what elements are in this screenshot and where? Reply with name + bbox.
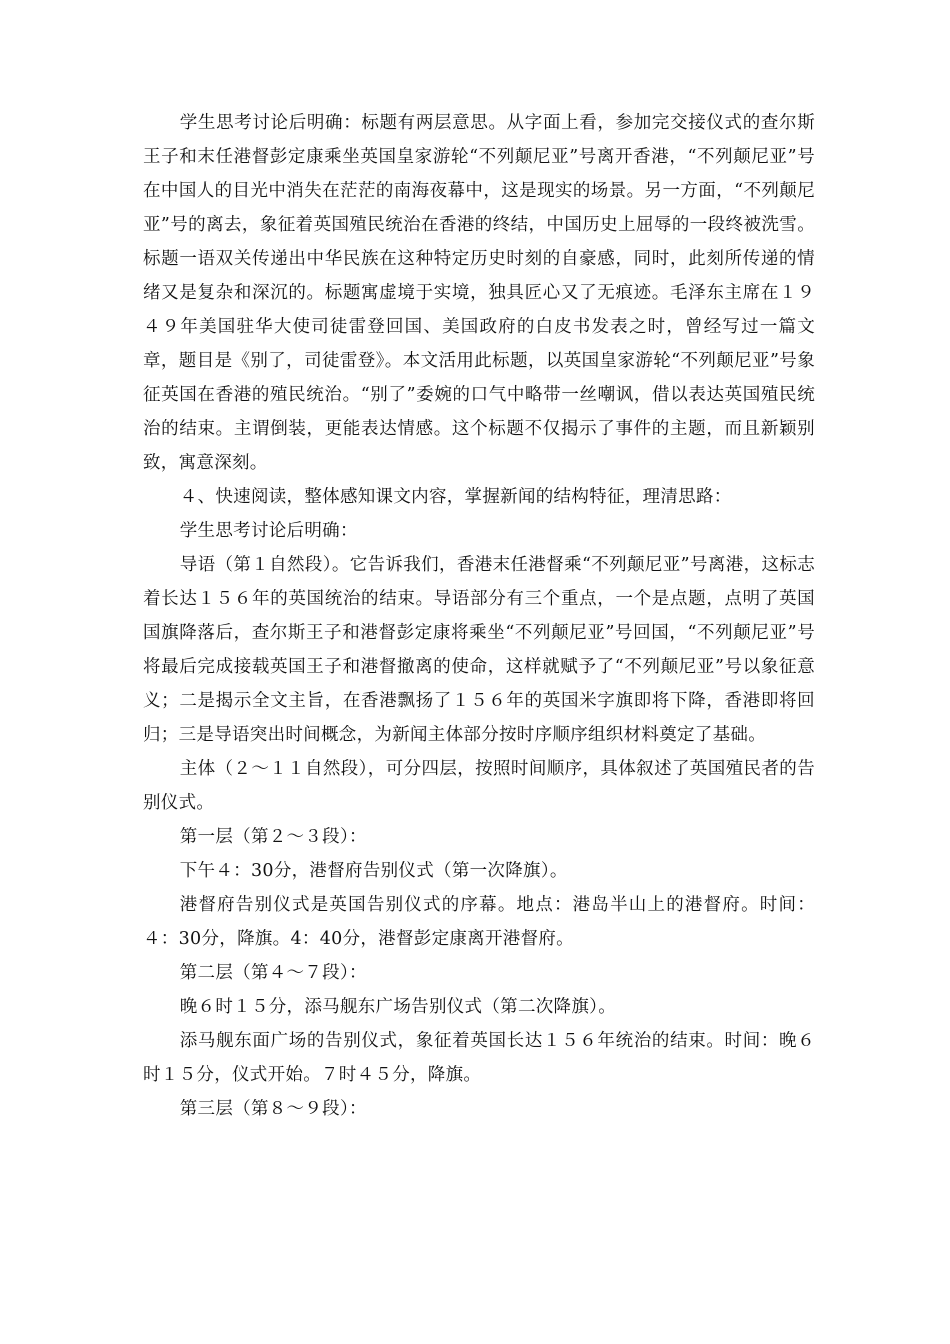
document-body bbox=[143, 106, 815, 1126]
paragraph-lead: 导语（第１自然段）。它告诉我们，香港末任港督乘“不列颠尼亚”号离港，这标志着长达１５６年的英国统治的结束。导语部分有三个重点，一个是点题，点明了英国国旗降落后，查尔斯王子和港督彭定康将乘坐“不列颠尼亚”号回国，“不列颠尼亚”号将最后完成接载英国王子和港督撤离的使命，这样就赋予了“不列颠尼亚”号以象征意义；二是揭示全文主旨，在香港飘扬了１５６年的英国米字旗即将下降，香港即将回归；三是导语突出时间概念，为新闻主体部分按时序顺序组织材料奠定了基础。 bbox=[143, 555, 815, 745]
paragraph-layer-2-detail: 添马舰东面广场的告别仪式，象征着英国长达１５６年统治的结束。时间：晚６时１５分，仪式开始。７时４５分，降旗。 bbox=[143, 1031, 815, 1085]
paragraph-task-4: ４、快速阅读，整体感知课文内容，掌握新闻的结构特征，理清思路： bbox=[179, 487, 732, 507]
paragraph-title-analysis: 学生思考讨论后明确：标题有两层意思。从字面上看，参加完交接仪式的查尔斯王子和末任港督彭定康乘坐英国皇家游轮“不列颠尼亚”号离开香港，“不列颠尼亚”号在中国人的目光中消失在茫茫的南海夜幕中，这是现实的场景。另一方面，“不列颠尼亚”号的离去，象征着英国殖民统治在香港的终结，中国历史上屈辱的一段终被洗雪。标题一语双关传递出中华民族在这种特定历史时刻的自豪感，同时，此刻所传递的情绪又是复杂和深沉的。标题寓虚境于实境，独具匠心又了无痕迹。毛泽东主席在１９４９年美国驻华大使司徒雷登回国、美国政府的白皮书发表之时，曾经写过一篇文章，题目是《别了，司徒雷登》。本文活用此标题，以英国皇家游轮“不列颠尼亚”号象征英国在香港的殖民统治。“别了”委婉的口气中略带一丝嘲讽，借以表达英国殖民统治的结束。主谓倒装，更能表达情感。这个标题不仅揭示了事件的主题，而且新颖别致，寓意深刻。 bbox=[143, 113, 815, 473]
paragraph-layer-3-heading: 第三层（第８～９段）： bbox=[179, 1099, 367, 1119]
paragraph-layer-1-detail: 港督府告别仪式是英国告别仪式的序幕。地点：港岛半山上的港督府。时间：４：30分，降旗。4：40分，港督彭定康离开港督府。 bbox=[143, 895, 815, 949]
paragraph-body-structure: 主体（２～１１自然段），可分四层，按照时间顺序，具体叙述了英国殖民者的告别仪式。 bbox=[143, 759, 815, 813]
paragraph-layer-1-summary: 下午４：30分，港督府告别仪式（第一次降旗）。 bbox=[179, 861, 568, 881]
paragraph-layer-2-heading: 第二层（第４～７段）： bbox=[179, 963, 367, 983]
paragraph-layer-1-heading: 第一层（第２～３段）： bbox=[179, 827, 367, 847]
paragraph-discussion-intro: 学生思考讨论后明确： bbox=[179, 521, 358, 541]
paragraph-layer-2-summary: 晚６时１５分，添马舰东广场告别仪式（第二次降旗）。 bbox=[179, 997, 616, 1017]
